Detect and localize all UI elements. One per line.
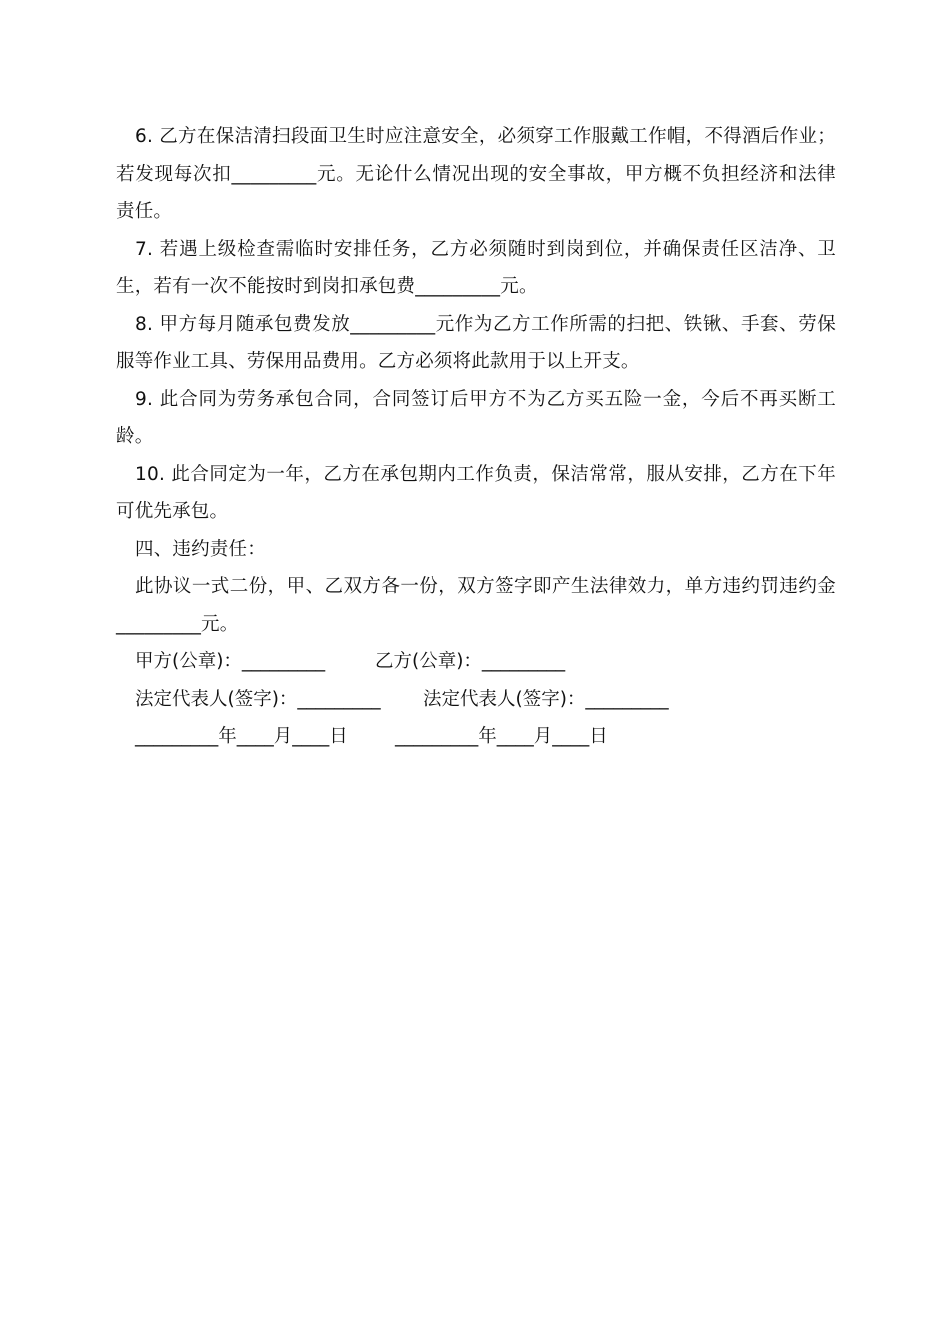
section-title-breach: 四、违约责任： <box>135 538 266 560</box>
clause-9: 9. 此合同为劳务承包合同，合同签订后甲方不为乙方买五险一金，今后不再买断工龄。 <box>116 388 836 447</box>
clause-7: 7. 若遇上级检查需临时安排任务，乙方必须随时到岗到位，并确保责任区洁净、卫生，若有一次不能按时到岗扣承包费_________元。 <box>116 238 836 297</box>
party-b-seal: 乙方(公章)：_________ <box>375 651 566 672</box>
party-b-date: _________年____月____日 <box>395 726 608 747</box>
breach-clause: 此协议一式二份，甲、乙双方各一份，双方签字即产生法律效力，单方违约罚违约金_________元。 <box>116 576 836 635</box>
party-a-seal: 甲方(公章)：_________ <box>135 651 326 672</box>
clause-10: 10. 此合同定为一年，乙方在承包期内工作负责，保洁常常，服从安排，乙方在下年可优先承包。 <box>116 463 836 522</box>
party-a-representative: 法定代表人(签字)：_________ <box>135 688 381 710</box>
clause-8: 8. 甲方每月随承包费发放_________元作为乙方工作所需的扫把、铁锹、手套、劳保服等作业工具、劳保用品费用。乙方必须将此款用于以上开支。 <box>116 313 836 372</box>
date-line <box>116 718 836 756</box>
party-b-representative: 法定代表人(签字)：_________ <box>423 688 669 710</box>
seal-line <box>116 643 836 681</box>
contract-body <box>116 118 836 756</box>
clause-6: 6. 乙方在保洁清扫段面卫生时应注意安全，必须穿工作服戴工作帽，不得酒后作业；若发现每次扣_________元。无论什么情况出现的安全事故，甲方概不负担经济和法律责任。 <box>116 126 836 222</box>
party-a-date: _________年____月____日 <box>135 726 348 747</box>
representative-line <box>116 681 836 719</box>
